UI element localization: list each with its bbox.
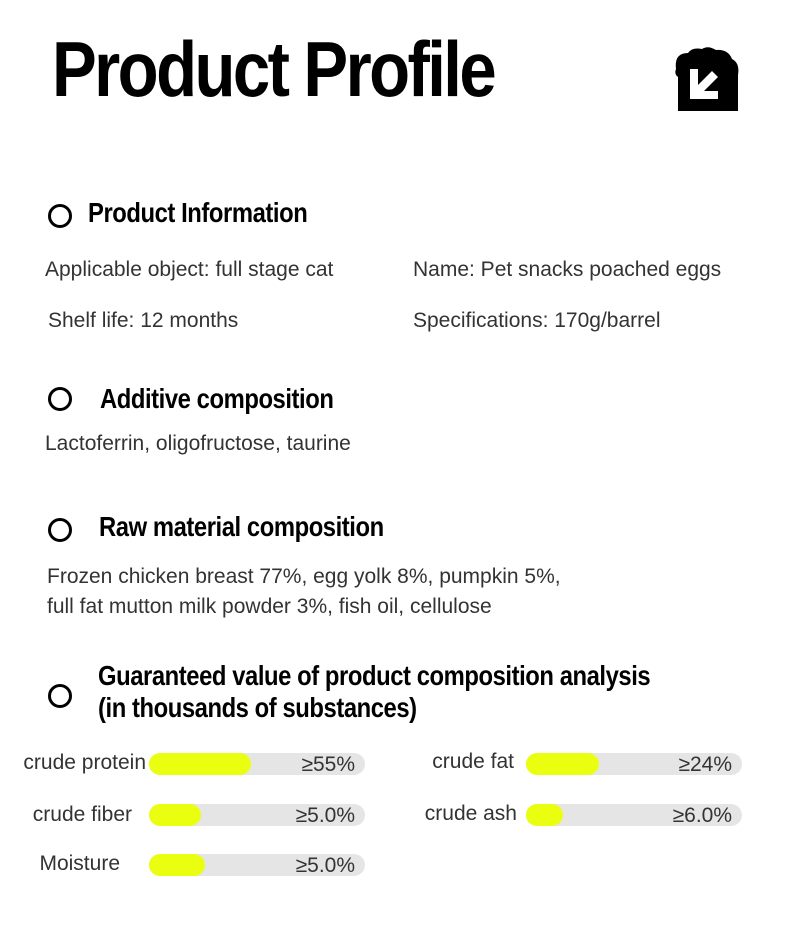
- bar-track-crude-fat: [526, 753, 742, 775]
- section-bullet-icon: [48, 204, 72, 228]
- product-name-text: Name: Pet snacks poached eggs: [413, 258, 722, 281]
- section-title-analysis: Guaranteed value of product composition analysis: [98, 660, 651, 691]
- raw-material-line-2: full fat mutton milk powder 3%, fish oil, cellulose: [47, 595, 492, 618]
- bar-value-crude-fat: ≥24%: [678, 753, 732, 776]
- bar-label-crude-fiber: crude fiber: [32, 803, 132, 826]
- k-arrow-logo-icon: [672, 47, 740, 113]
- bar-value-crude-protein: ≥55%: [301, 753, 355, 776]
- raw-material-line-1: Frozen chicken breast 77%, egg yolk 8%, pumpkin 5%,: [47, 565, 561, 588]
- page-title: Product Profile: [52, 25, 495, 113]
- bar-track-crude-protein: [149, 753, 365, 775]
- section-subtitle-analysis: (in thousands of substances): [98, 692, 417, 723]
- section-bullet-icon: [48, 387, 72, 411]
- section-title-product-information: Product Information: [88, 197, 308, 228]
- shelf-life-text: Shelf life: 12 months: [48, 309, 239, 332]
- specifications-text: Specifications: 170g/barrel: [413, 309, 661, 332]
- section-title-raw-material: Raw material composition: [99, 511, 384, 542]
- additive-text: Lactoferrin, oligofructose, taurine: [45, 432, 351, 455]
- bar-value-crude-fiber: ≥5.0%: [295, 804, 355, 827]
- bar-fill-moisture: [149, 854, 205, 876]
- bar-track-crude-ash: [526, 804, 742, 826]
- bar-label-moisture: Moisture: [39, 852, 120, 875]
- section-bullet-icon: [48, 684, 72, 708]
- bar-label-crude-protein: crude protein: [23, 751, 146, 774]
- bar-label-crude-fat: crude fat: [432, 750, 514, 773]
- section-title-additive-composition: Additive composition: [100, 383, 334, 414]
- bar-value-crude-ash: ≥6.0%: [672, 804, 732, 827]
- section-bullet-icon: [48, 518, 72, 542]
- bar-value-moisture: ≥5.0%: [295, 854, 355, 877]
- bar-label-crude-ash: crude ash: [424, 802, 517, 825]
- bar-fill-crude-fiber: [149, 804, 201, 826]
- bar-fill-crude-protein: [149, 753, 251, 775]
- bar-fill-crude-fat: [526, 753, 599, 775]
- bar-track-crude-fiber: [149, 804, 365, 826]
- bar-track-moisture: [149, 854, 365, 876]
- applicable-object-text: Applicable object: full stage cat: [45, 258, 334, 281]
- bar-fill-crude-ash: [526, 804, 563, 826]
